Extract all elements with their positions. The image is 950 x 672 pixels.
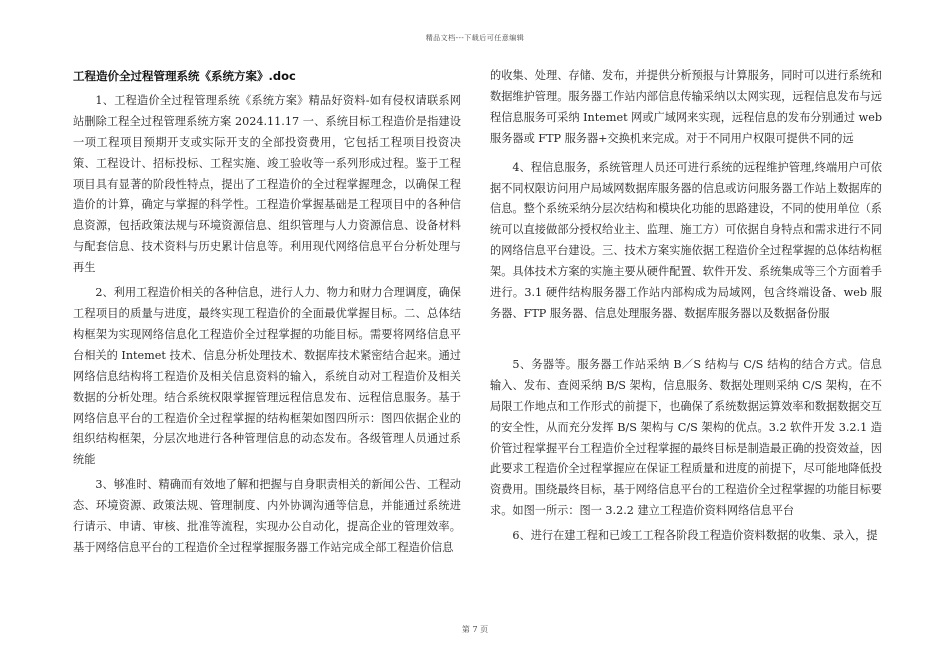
paragraph-2: 2、利用工程造价相关的各种信息，进行人力、物力和财力合理调度，确保工程项目的质量与进度，最终实现工程造价的全面最优掌握目标。二、总体结构框架为实现网络信息化工程造价全过程掌握的功能目标。需要将网络信息平台相关的 Intemet 技术、信息分析处理技术、数据库技术紧密结合起来。通过网络信息结构将工程造价及相关信息资料的输入，系统自动对工程造价及相关数据的分析处理。结合系统权限掌握管理远程信息发布、远程信息服务。基于网络信息平台的工程造价全过程掌握的结构框架如图四所示：图四依据企业的组织结构框架，分层次地进行各种管理信息的动态发布。各级管理人员通过系统能 <box>73 286 461 467</box>
column-gap <box>490 329 882 355</box>
document-title: 工程造价全过程管理系统《系统方案》.doc <box>73 69 296 83</box>
paragraph-6: 6、进行在建工程和已竣工工程各阶段工程造价资料数据的收集、录入，提 <box>512 529 878 543</box>
paragraph-3: 3、够准时、精确而有效地了解和把握与自身职责相关的新闻公告、工程动态、环境资源、政策法规、管理制度、内外协调沟通等信息，并能通过系统进行请示、申请、审核、批准等流程，实现办公自动化，提高企业的管理效率。基于网络信息平台的工程造价全过程掌握服务器工作站完成全部工程造价信息 <box>73 478 461 554</box>
paragraph-4: 4、程信息服务，系统管理人员还可进行系统的远程维护管理,终端用户可依据不同权限访问用户局域网数据库服务器的信息或访问服务器工作站上数据库的信息。整个系统采纳分层次结构和模块化功能的思路建设，不同的使用单位（系统可以直接做部分授权给业主、监理、施工方）可依据自身特点和需求进行不同的网络信息平台建设。三、技术方案实施依据工程造价全过程掌握的总体结构框架。具体技术方案的实施主要从硬件配置、软件开发、系统集成等三个方面着手进行。3.1 硬件结构服务器工作站内部构成为局域网，包含终端设备、web 服务器、FTP 服务器、信息处理服务器、数据库服务器以及数据备份服 <box>490 160 882 320</box>
page-number: 第 7 页 <box>461 625 489 634</box>
left-column <box>73 66 461 563</box>
paragraph-continuation: 的收集、处理、存储、发布，并提供分析预报与计算服务，同时可以进行系统和数据维护管理。服务器工作站内部信息传输采纳以太网实现，远程信息发布与远程信息服务可采纳 Intemet 网或广域网来实现，远程信息的发布分别通过 web 服务器或 FTP 服务器+交换机来完成。对于不同用户权限可提供不同的远 <box>490 69 882 145</box>
page-header: 精品文档---下载后可任意编辑 <box>425 34 525 42</box>
paragraph-1: 1、工程造价全过程管理系统《系统方案》精品好资料-如有侵权请联系网站删除工程全过程管理系统方案 2024.11.17 一、系统目标工程造价是指建设一项工程项目预期开支或实际开支的全部投资费用，它包括工程项目投资决策、工程设计、招标投标、工程实施、竣工验收等一系列形成过程。鉴于工程项目具有显著的阶段性特点，提出了工程造价的全过程掌握理念，以确保工程造价的计算，确定与掌握的科学性。工程造价掌握基础是工程项目中的各种信息资源，包括政策法规与环境资源信息、组织管理与人力资源信息、设备材料与配套信息、技术资料与历史累计信息等。利用现代网络信息平台分析处理与再生 <box>73 93 461 275</box>
right-column <box>490 66 882 551</box>
paragraph-5: 5、务器等。服务器工作站采纳 B／S 结构与 C/S 结构的结合方式。信息输入、发布、查阅采纳 B/S 架构，信息服务、数据处理则采纳 C/S 架构，在不局限工作地点和工作形式的前提下，也确保了系统数据运算效率和数据数据交互的安全性，从而充分发挥 B/S 架构与 C/S 架构的优点。3.2 软件开发 3.2.1 造价管过程掌握平台工程造价全过程掌握的最终目标是制造最正确的投资效益，因此要求工程造价全过程掌握应在保证工程质量和进度的前提下，尽可能地降低投资费用。围绕最终目标，基于网络信息平台的工程造价全过程掌握的功能目标要求。如图一所示：图一 3.2.2 建立工程造价资料网络信息平台 <box>490 357 882 518</box>
